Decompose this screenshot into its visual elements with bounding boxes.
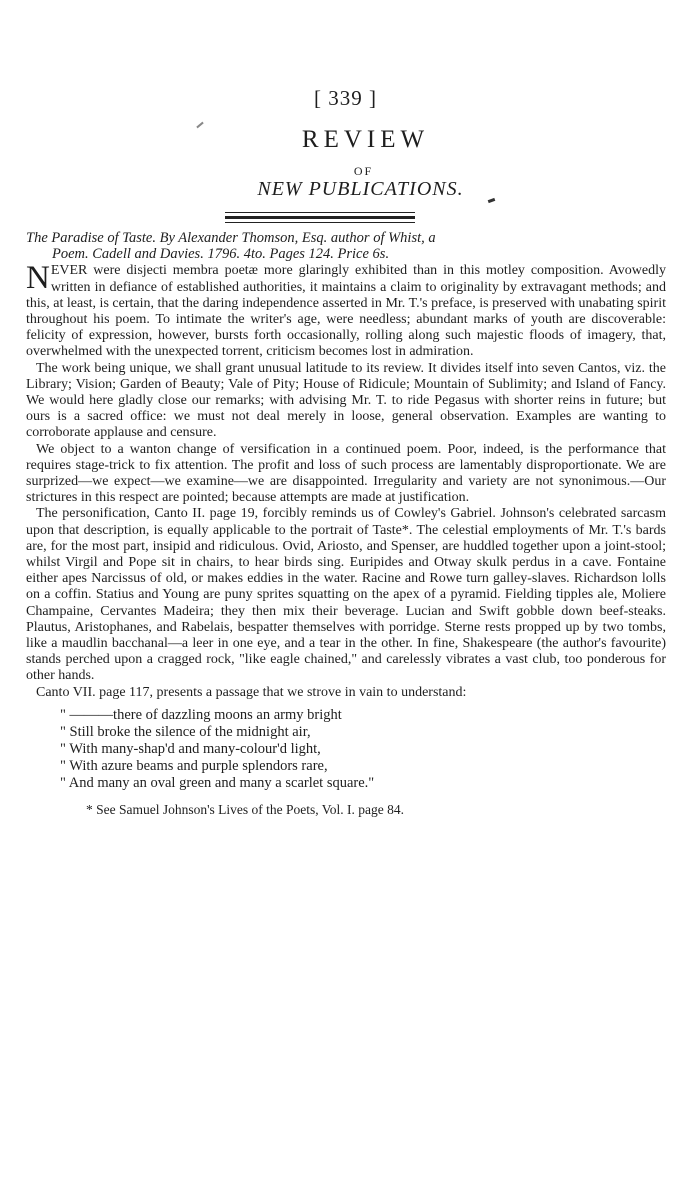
section-subtitle: NEW PUBLICATIONS. bbox=[257, 178, 464, 200]
divider-rule bbox=[225, 212, 415, 213]
verse-line: " ———there of dazzling moons an army bright bbox=[60, 706, 342, 723]
verse-line: " Still broke the silence of the midnight air, bbox=[60, 723, 311, 740]
footnote: * See Samuel Johnson's Lives of the Poets, Vol. I. page 84. bbox=[86, 801, 405, 817]
divider-rule bbox=[225, 222, 415, 223]
article-heading-line-2: Poem. Cadell and Davies. 1796. 4to. Pages 124. Price 6s. bbox=[52, 246, 390, 263]
paragraph-2: The work being unique, we shall grant unusual latitude to its review. It divides itself into seven Cantos, viz. the Library; Vision; Garden of Beauty; Vale of Pity; House of Ridicule; Mountain of Sublimity; and Island of Fancy. We would here gladly close our remarks; with advising Mr. T. to ride Pegasus with shorter reins in future; but ours is a sacred office: we must not deal merely in loose, general observation. Examples are wanting to corroborate applause and censure. bbox=[26, 360, 666, 441]
verse-quotation bbox=[60, 707, 666, 792]
paragraph-1 bbox=[26, 260, 666, 360]
section-title: REVIEW bbox=[301, 126, 430, 153]
article-body bbox=[26, 230, 666, 818]
verse-line: " With many-shap'd and many-colour'd light, bbox=[60, 740, 321, 757]
article-heading-line-1: The Paradise of Taste. By Alexander Thomson, Esq. author of Whist, a bbox=[26, 230, 436, 246]
divider-rule-thick bbox=[225, 216, 415, 219]
paragraph-5: Canto VII. page 117, presents a passage that we strove in vain to understand: bbox=[36, 684, 467, 700]
verse-line: " And many an oval green and many a scarlet square." bbox=[60, 774, 375, 791]
paragraph-4: The personification, Canto II. page 19, forcibly reminds us of Cowley's Gabriel. Johnson's celebrated sarcasm upon that description, is equally applicable to the portrait of Taste*. The celestial employments of Mr. T.'s bards are, for the most part, insipid and ridiculous. Ovid, Ariosto, and Spenser, are huddled together upon a joint-stool; whilst Virgil and Pope sit in chairs, to hear birds sing. Euripides and Otway skulk perdus in a cave. Fontaine either apes Narcissus of old, or makes eddies in the water. Racine and Rowe turn galley-slaves. Richardson lolls on a coffin. Statius and Young are puny sprites squatting on the apex of a pyramid. Fielding tipples ale, Moliere Champaine, Cervantes Madeira; they then mix their beverage. Lucian and Swift gobble down beef-steaks. Plautus, Aristophanes, and Rabelais, bespatter themselves with porridge. Sterne rests propped up by two tombs, like a maudlin bacchanal—a leer in one eye, and a tear in the other. In fine, Shakespeare (the author's favourite) stands perched upon a cragged rock, "like eagle chained," and carelessly vibrates a vast club, too ponderous for other hands. bbox=[26, 506, 666, 684]
paragraph-1-text: EVER were disjecti membra poetæ more glaringly exhibited than in this motley composition. Avowedly written in defiance of established authorities, it maintains a claim to originality by extravagant methods; and this, at least, is certain, that the daring independence asserted in Mr. T.'s preface, is preserved with unabating spirit throughout his poem. To intimate the writer's age, were needless; abundant marks of youth are discoverable: felicity of expression, however, bursts forth occasionally, rolling along such majestic floods of imagery, that, overwhelmed with the unexpected torrent, criticism becomes lost in admiration. bbox=[26, 263, 666, 360]
ink-mark bbox=[488, 198, 496, 203]
paragraph-3: We object to a wanton change of versification in a continued poem. Poor, indeed, is the performance that requires stage-trick to fix attention. The profit and loss of such process are lamentably disproportionate. We are surprized—we expect—we examine—we are disappointed. Irregularity and variety are not synonimous.—Our strictures in this respect are pointed; because attempts are made at justification. bbox=[26, 441, 666, 506]
section-of: OF bbox=[353, 164, 374, 178]
page-number: [ 339 ] bbox=[314, 86, 377, 110]
verse-line: " With azure beams and purple splendors rare, bbox=[60, 757, 328, 774]
drop-cap: N bbox=[26, 260, 50, 297]
article-heading bbox=[26, 230, 666, 262]
